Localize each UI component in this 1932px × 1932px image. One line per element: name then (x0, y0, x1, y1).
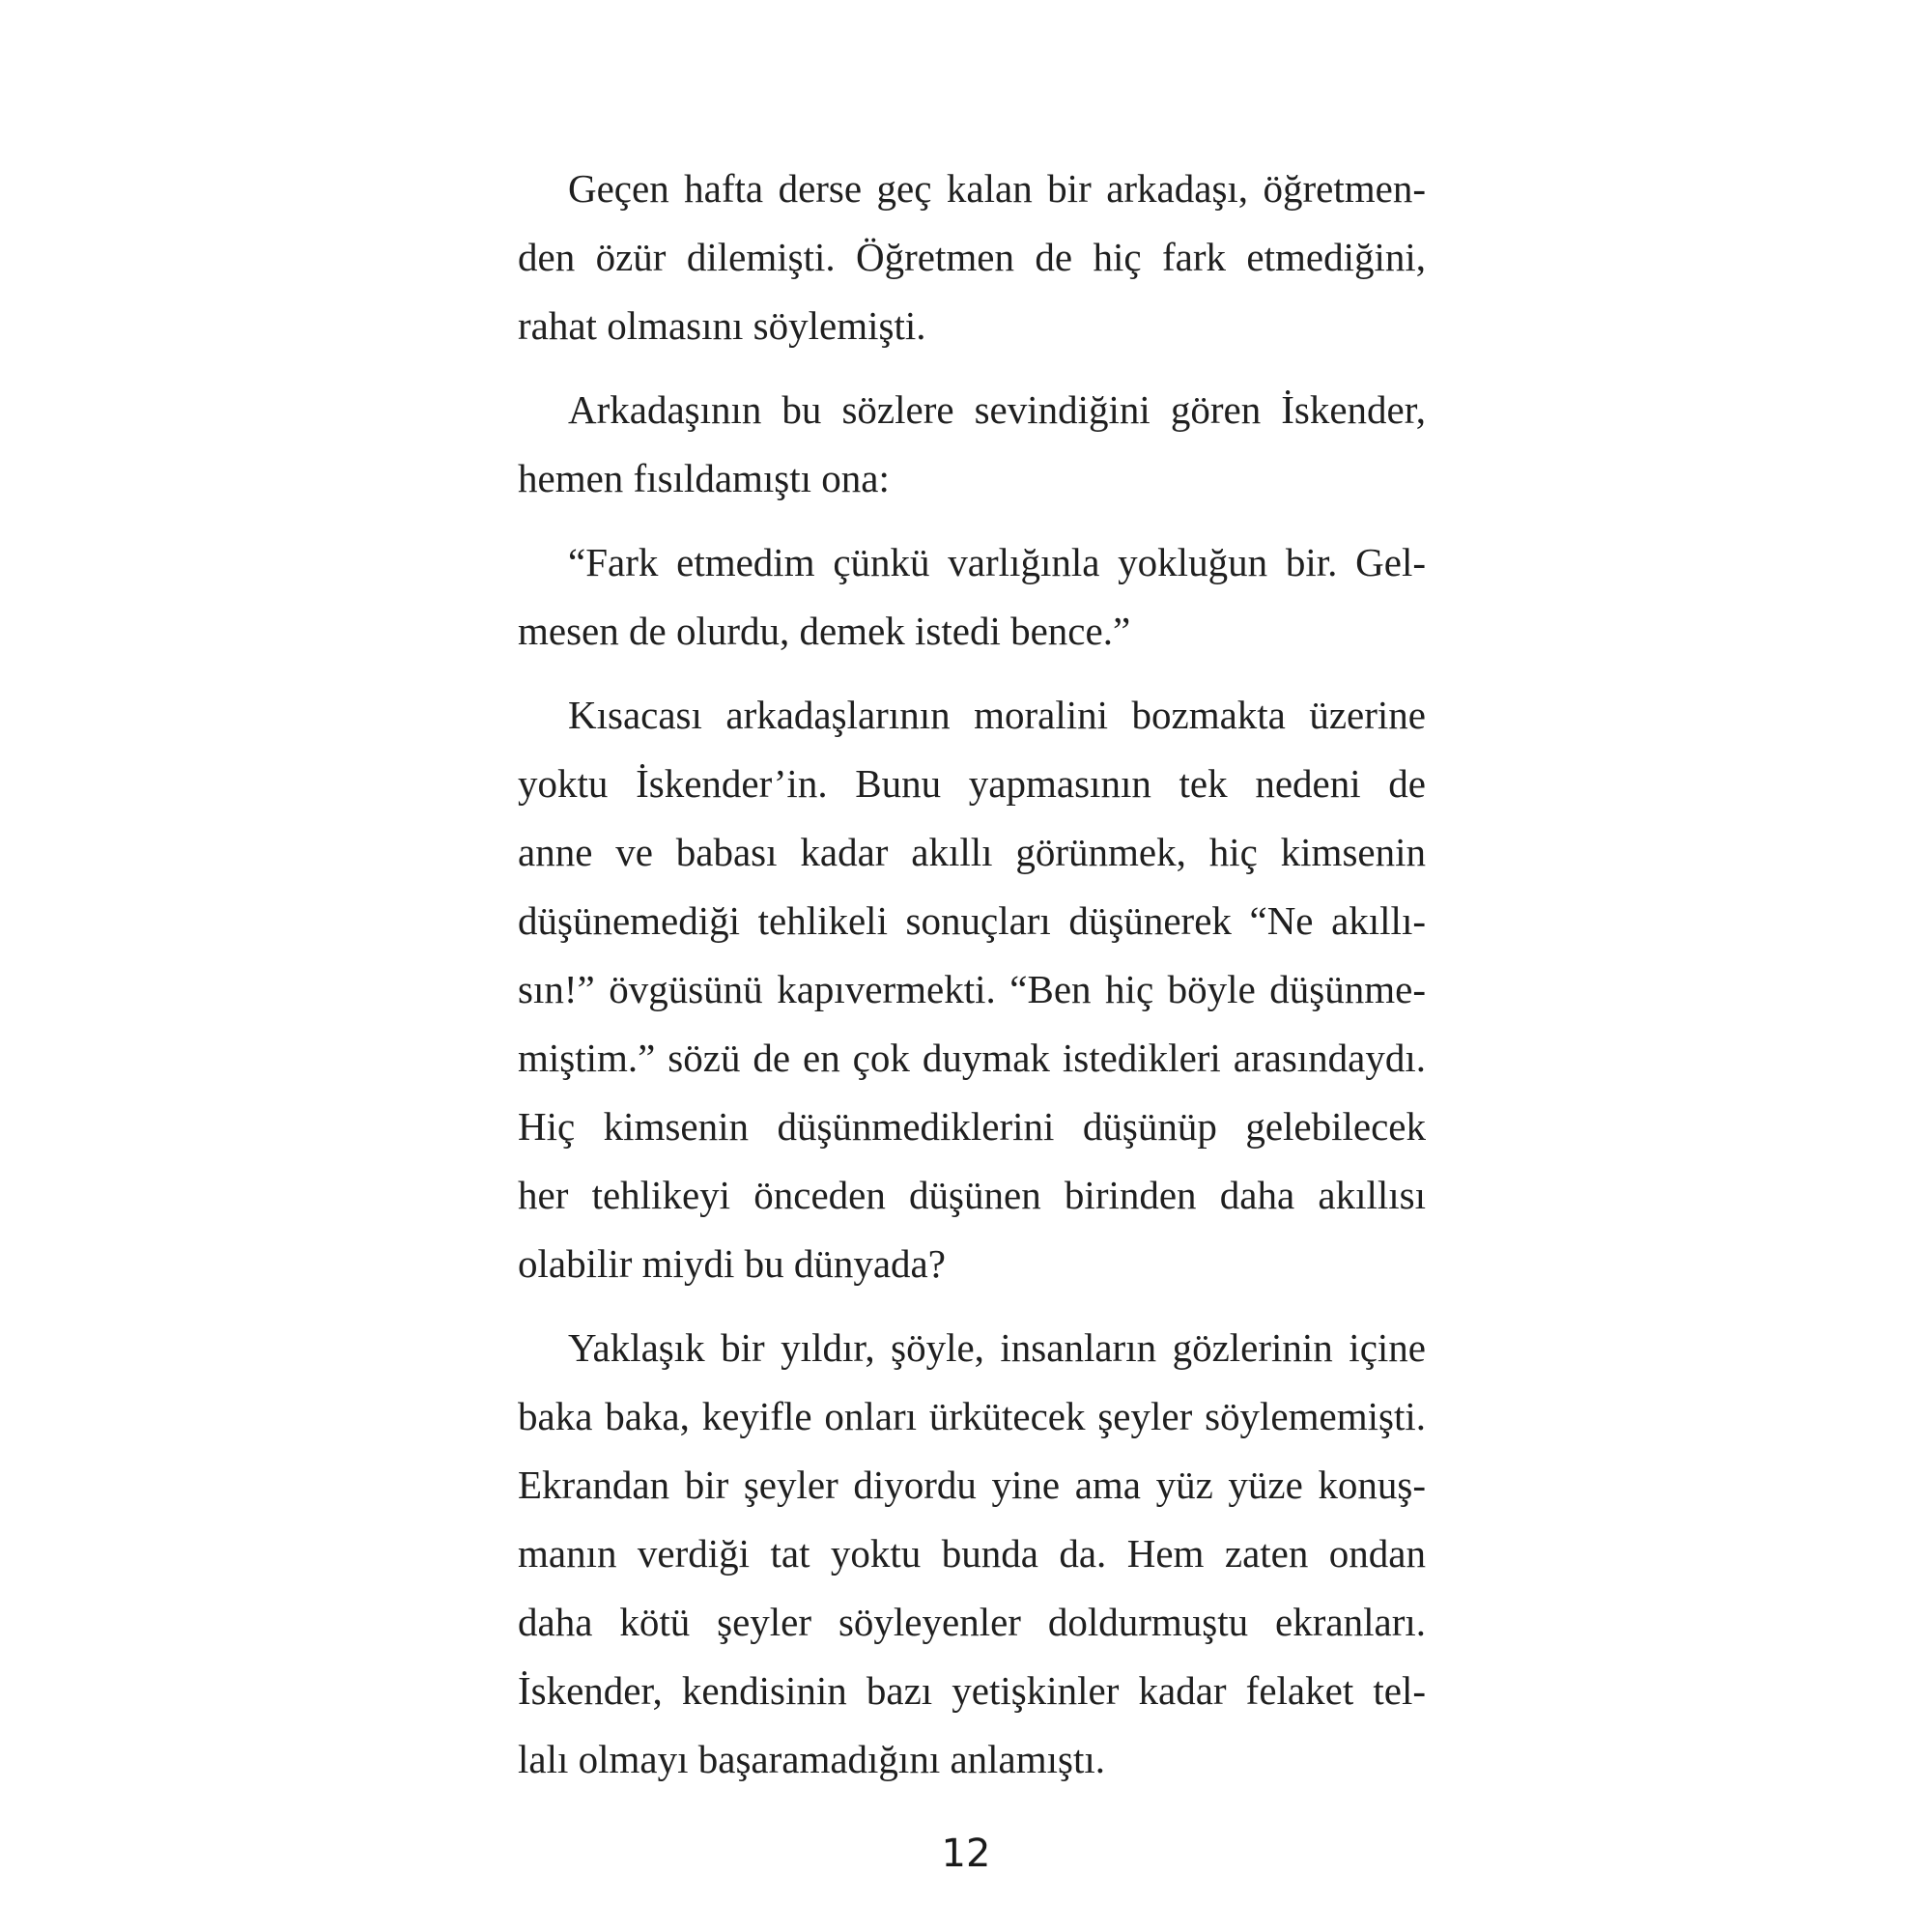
text-line: den özür dilemişti. Öğretmen de hiç fark etmediğini, (518, 235, 1426, 279)
paragraph (518, 376, 1426, 513)
text-line: düşünemediği tehlikeli sonuçları düşünerek “Ne akıllı- (518, 898, 1426, 943)
text-line: Yaklaşık bir yıldır, şöyle, insanların gözlerinin içine (568, 1325, 1426, 1370)
page-number: 12 (941, 1832, 991, 1876)
text-line: olabilir miydi bu dünyada? (518, 1241, 946, 1286)
text-line: “Fark etmedim çünkü varlığınla yokluğun bir. Gel- (568, 540, 1426, 584)
body-text (518, 155, 1426, 1794)
paragraph-gap (518, 666, 1426, 681)
paragraph-gap (518, 360, 1426, 376)
text-line: hemen fısıldamıştı ona: (518, 456, 890, 500)
text-line: Hiç kimsenin düşünmediklerini düşünüp gelebilecek (518, 1104, 1426, 1149)
paragraph-gap (518, 513, 1426, 528)
text-line: rahat olmasını söylemişti. (518, 303, 926, 348)
text-line: manın verdiği tat yoktu bunda da. Hem zaten ondan (518, 1531, 1426, 1576)
text-line: anne ve babası kadar akıllı görünmek, hiç kimsenin (518, 830, 1426, 874)
text-line: mesen de olurdu, demek istedi bence.” (518, 609, 1131, 653)
text-line: Geçen hafta derse geç kalan bir arkadaşı, öğretmen- (568, 166, 1426, 211)
paragraph (518, 528, 1426, 666)
paragraph (518, 681, 1426, 1298)
text-line: miştim.” sözü de en çok duymak istedikleri arasındaydı. (518, 1036, 1426, 1080)
text-line: her tehlikeyi önceden düşünen birinden daha akıllısı (518, 1173, 1426, 1217)
text-line: yoktu İskender’in. Bunu yapmasının tek nedeni de (518, 761, 1426, 806)
text-line: sın!” övgüsünü kapıvermekti. “Ben hiç böyle düşünme- (518, 967, 1426, 1011)
text-line: lalı olmayı başaramadığını anlamıştı. (518, 1737, 1106, 1781)
paragraph-gap (518, 1298, 1426, 1314)
paragraph (518, 155, 1426, 360)
text-line: Arkadaşının bu sözlere sevindiğini gören İskender, (568, 387, 1426, 432)
text-line: Kısacası arkadaşlarının moralini bozmakta üzerine (568, 693, 1426, 737)
text-line: İskender, kendisinin bazı yetişkinler kadar felaket tel- (518, 1668, 1426, 1713)
paragraph (518, 1314, 1426, 1794)
text-line: Ekrandan bir şeyler diyordu yine ama yüz yüze konuş- (518, 1463, 1426, 1507)
text-line: daha kötü şeyler söyleyenler doldurmuştu ekranları. (518, 1600, 1426, 1644)
text-line: baka baka, keyifle onları ürkütecek şeyler söylememişti. (518, 1394, 1426, 1438)
